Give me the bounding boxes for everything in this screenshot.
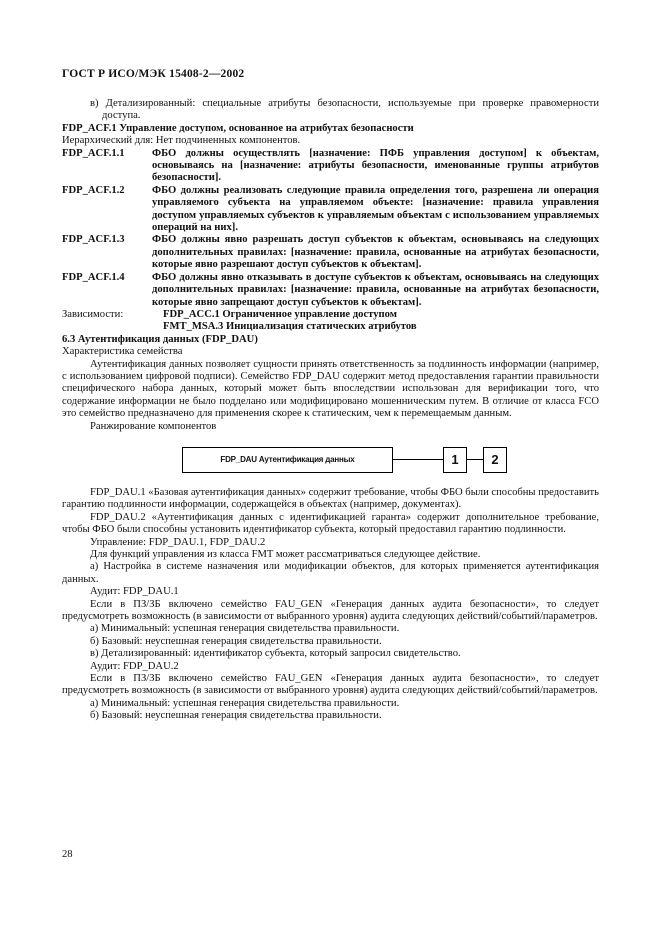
subheading: Аудит: FDP_DAU.2 bbox=[90, 660, 179, 672]
paragraph: Аутентификация данных позволяет сущности принять ответственность за подлинность информации (например, с использованием цифровой подписи). Семейство FDP_DAU содержит метод предоставления гарантии правильности специфического набора данных, который может быть впоследствии использован для верификации того, что содержание информации не было подделано или модифицировано мошенническим путем. В отличие от класса FCO это семейство предназначено для применения скорее к статическим, чем к перемещаемым данным. bbox=[62, 358, 599, 420]
family-box: FDP_DAU Аутентификация данных bbox=[182, 447, 393, 473]
component-box-2: 2 bbox=[483, 447, 507, 473]
requirement-text: ФБО должны явно отказывать в доступе субъектов к объектам, основываясь на следующих дополнительных правилах: [назначение: правила, основанные на атрибутах безопасности, которые явно запрещают доступ субъектов к объектам]. bbox=[152, 271, 599, 308]
page-header: ГОСТ Р ИСО/МЭК 15408-2—2002 bbox=[62, 68, 245, 80]
paragraph: Если в ПЗ/ЗБ включено семейство FAU_GEN «Генерация данных аудита безопасности», то следует предусмотреть возможность (в зависимости от выбранного уровня) аудита следующих действий/событий/параметров. bbox=[62, 673, 599, 697]
requirement bbox=[62, 185, 599, 235]
requirement bbox=[62, 148, 599, 185]
component-title: FDP_ACF.1 Управление доступом, основанное на атрибутах безопасности bbox=[62, 122, 414, 134]
list-item: б) Базовый: неуспешная генерация свидетельства правильности. bbox=[90, 635, 382, 647]
paragraph: FDP_DAU.2 «Аутентификация данных с идентификацией гаранта» содержит дополнительное требование, чтобы ФБО были способны установить идентификатор субъекта, который предоставил гарантию подлинности. bbox=[62, 511, 599, 536]
list-item: б) Базовый: неуспешная генерация свидетельства правильности. bbox=[90, 710, 382, 722]
component-box-1: 1 bbox=[443, 447, 467, 473]
page-content bbox=[62, 98, 599, 723]
component-ranking-diagram bbox=[62, 437, 599, 481]
requirement-id: FDP_ACF.1.4 bbox=[62, 271, 125, 283]
dependencies-label: Зависимости: bbox=[62, 308, 124, 320]
list-item: а) Минимальный: успешная генерация свидетельства правильности. bbox=[90, 697, 400, 709]
dependency-item: FDP_ACC.1 Ограниченное управление доступом bbox=[163, 308, 397, 320]
paragraph: FDP_DAU.1 «Базовая аутентификация данных» содержит требование, чтобы ФБО были способны предоставить гарантию подлинности информации, содержащейся в объектах (например, документах). bbox=[62, 486, 599, 511]
subheading: Характеристика семейства bbox=[62, 346, 183, 358]
section-title: 6.3 Аутентификация данных (FDP_DAU) bbox=[62, 333, 258, 345]
requirement bbox=[62, 234, 599, 271]
connector-line bbox=[466, 459, 483, 460]
list-item: в) Детализированный: идентификатор субъекта, который запросил свидетельство. bbox=[90, 648, 461, 660]
requirement-id: FDP_ACF.1.3 bbox=[62, 234, 125, 246]
subheading: Аудит: FDP_DAU.1 bbox=[90, 586, 179, 598]
page-number: 28 bbox=[62, 849, 73, 860]
paragraph: Если в ПЗ/ЗБ включено семейство FAU_GEN «Генерация данных аудита безопасности», то следует предусмотреть возможность (в зависимости от выбранного уровня) аудита следующих действий/событий/параметров. bbox=[62, 598, 599, 623]
dependencies bbox=[62, 309, 599, 334]
paragraph: в) Детализированный: специальные атрибуты безопасности, используемые при проверке правомерности доступа. bbox=[90, 98, 599, 122]
hierarchical-note: Иерархический для: Нет подчиненных компонентов. bbox=[62, 135, 301, 147]
requirement bbox=[62, 272, 599, 309]
dependencies-list bbox=[163, 309, 599, 334]
subheading: Управление: FDP_DAU.1, FDP_DAU.2 bbox=[90, 536, 266, 548]
requirement-id: FDP_ACF.1.2 bbox=[62, 184, 125, 196]
subheading: Ранжирование компонентов bbox=[90, 420, 217, 432]
connector-line bbox=[392, 459, 443, 460]
paragraph: Для функций управления из класса FMT может рассматриваться следующее действие. bbox=[90, 549, 481, 560]
requirement-id: FDP_ACF.1.1 bbox=[62, 147, 125, 159]
requirement-text: ФБО должны реализовать следующие правила определения того, разрешена ли операция управляемого субъекта на управляемом объекте: [назначение: правила управления доступом управляемых субъектов к управляемым объектам с использованием управляемых операций на них]. bbox=[152, 184, 599, 234]
list-item: а) Минимальный: успешная генерация свидетельства правильности. bbox=[90, 623, 400, 635]
paragraph: а) Настройка в системе назначения или модификации объектов, для которых применяется аутентификация данных. bbox=[62, 561, 599, 585]
dependency-item: FMT_MSA.3 Инициализация статических атрибутов bbox=[163, 321, 417, 333]
requirement-text: ФБО должны осуществлять [назначение: ПФБ управления доступом] к объектам, основываясь на [назначение: атрибуты безопасности, именованные группы атрибутов безопасности]. bbox=[152, 147, 599, 184]
requirement-text: ФБО должны явно разрешать доступ субъектов к объектам, основываясь на следующих дополнительных правилах: [назначение: правила, основанные на атрибутах безопасности, которые явно разрешают доступ субъектов к объектам]. bbox=[152, 234, 599, 271]
